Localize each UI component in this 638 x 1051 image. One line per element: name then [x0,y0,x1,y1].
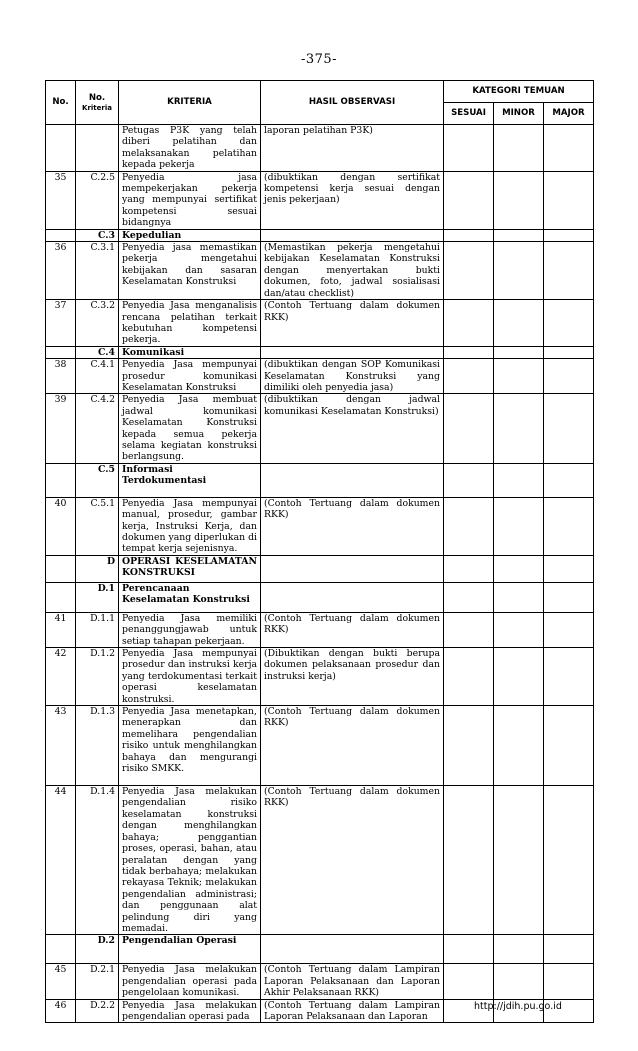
criteria-code: D.2 [76,935,119,964]
criteria-code: D [76,555,119,582]
row-number [46,463,76,497]
header-kategori-temuan: KATEGORI TEMUAN [444,81,594,103]
major-cell [544,463,594,497]
row-number: 37 [46,300,76,347]
minor-cell [494,300,544,347]
observation-text: (Contoh Tertuang dalam dokumen RKK) [261,497,444,555]
header-no-kriteria-line1: No. [88,92,106,103]
table-row [46,706,594,786]
major-cell [544,497,594,555]
minor-cell [494,706,544,786]
minor-cell [494,648,544,706]
header-sesuai: SESUAI [444,103,494,125]
criteria-text: Penyedia Jasa menganalisis rencana pelatihan terkait kebutuhan kompetensi pekerja. [119,300,261,347]
sesuai-cell [444,786,494,935]
sesuai-cell [444,582,494,612]
minor-cell [494,229,544,241]
major-cell [544,964,594,999]
minor-cell [494,612,544,647]
observation-text: (Dibuktikan dengan bukti berupa dokumen pelaksanaan prosedur dan instruksi kerja) [261,648,444,706]
criteria-text: Penyedia Jasa mempunyai prosedur dan instruksi kerja yang terdokumentasi terkait operasi keselamatan konstruksi. [119,648,261,706]
header-kriteria: KRITERIA [119,81,261,125]
row-number: 36 [46,242,76,300]
minor-cell [494,582,544,612]
sesuai-cell [444,706,494,786]
row-number: 41 [46,612,76,647]
criteria-code: D.1.4 [76,786,119,935]
minor-cell [494,242,544,300]
row-number [46,935,76,964]
row-number: 35 [46,171,76,229]
criteria-code: C.4.2 [76,394,119,463]
criteria-code: C.3 [76,229,119,241]
minor-cell [494,359,544,394]
sesuai-cell [444,171,494,229]
criteria-text: Komunikasi [119,346,261,358]
sesuai-cell [444,497,494,555]
table-body [46,125,594,1023]
criteria-text: OPERASI KESELAMATAN KONSTRUKSI [119,555,261,582]
minor-cell [494,463,544,497]
row-number [46,346,76,358]
observation-text: (Contoh Tertuang dalam dokumen RKK) [261,786,444,935]
section-row [46,555,594,582]
sesuai-cell [444,242,494,300]
table-row [46,242,594,300]
observation-text: (Contoh Tertuang dalam Lampiran Laporan Pelaksanaan dan Laporan Akhir Pelaksanaan RKK) [261,964,444,999]
table-row [46,125,594,172]
criteria-code: C.5 [76,463,119,497]
sesuai-cell [444,300,494,347]
observation-text [261,346,444,358]
criteria-text: Penyedia Jasa mempunyai manual, prosedur, gambar kerja, Instruksi Kerja, dan dokumen yang diperlukan di tempat kerja sejenisnya. [119,497,261,555]
criteria-code: C.4.1 [76,359,119,394]
sesuai-cell [444,555,494,582]
major-cell [544,125,594,172]
criteria-text: Penyedia Jasa melakukan pengendalian risiko keselamatan konstruksi dengan menghilangkan bahaya; penggantian proses, operasi, bahan, atau peralatan dengan yang tidak berbahaya; melakukan rekayasa Teknik; melakukan pengendalian administrasi; dan penggunaan alat pelindung diri yang memadai. [119,786,261,935]
footer-url: http://jdih.pu.go.id [474,1001,562,1012]
criteria-code: C.2.5 [76,171,119,229]
observation-text: (Contoh Tertuang dalam dokumen RKK) [261,706,444,786]
criteria-text: Penyedia jasa mempekerjakan pekerja yang mempunyai sertifikat kompetensi sesuai bidangnya [119,171,261,229]
major-cell [544,300,594,347]
table-row [46,394,594,463]
sesuai-cell [444,394,494,463]
table-row [46,964,594,999]
header-no: No. [46,81,76,125]
sesuai-cell [444,964,494,999]
criteria-code [76,125,119,172]
observation-text [261,935,444,964]
section-row [46,582,594,612]
observation-text: (dibuktikan dengan sertifikat kompetensi kerja sesuai dengan jenis pekerjaan) [261,171,444,229]
header-no-kriteria-line2: Kriteria [82,104,112,113]
sesuai-cell [444,346,494,358]
row-number: 39 [46,394,76,463]
table-row [46,497,594,555]
observation-text: (Contoh Tertuang dalam dokumen RKK) [261,300,444,347]
header-no-kriteria [76,81,119,125]
row-number [46,582,76,612]
observation-text: (dibuktikan dengan SOP Komunikasi Keselamatan Konstruksi yang dimiliki oleh penyedia jasa) [261,359,444,394]
row-number [46,229,76,241]
criteria-code: D.2.1 [76,964,119,999]
observation-text [261,229,444,241]
criteria-text: Penyedia Jasa mempunyai prosedur komunikasi Keselamatan Konstruksi [119,359,261,394]
section-row [46,346,594,358]
page-number: -375- [300,52,338,67]
table-row [46,171,594,229]
major-cell [544,359,594,394]
minor-cell [494,125,544,172]
criteria-text: Penyedia jasa memastikan pekerja mengetahui kebijakan dan sasaran Keselamatan Konstruksi [119,242,261,300]
row-number [46,125,76,172]
row-number [46,555,76,582]
table-row [46,300,594,347]
minor-cell [494,346,544,358]
row-number: 38 [46,359,76,394]
row-number: 45 [46,964,76,999]
criteria-text: Penyedia Jasa melakukan pengendalian operasi pada pengelolaan komunikasi. [119,964,261,999]
criteria-text: Informasi Terdokumentasi [119,463,261,497]
criteria-code: D.1.3 [76,706,119,786]
sesuai-cell [444,648,494,706]
observation-text [261,555,444,582]
header-hasil-observasi: HASIL OBSERVASI [261,81,444,125]
major-cell [544,582,594,612]
sesuai-cell [444,229,494,241]
criteria-text: Penyedia Jasa memiliki penanggungjawab untuk setiap tahapan pekerjaan. [119,612,261,647]
minor-cell [494,171,544,229]
criteria-text: Perencanaan Keselamatan Konstruksi [119,582,261,612]
observation-text: (dibuktikan dengan jadwal komunikasi Keselamatan Konstruksi) [261,394,444,463]
criteria-code: D.1 [76,582,119,612]
minor-cell [494,555,544,582]
criteria-text: Kepedulian [119,229,261,241]
criteria-code: C.3.2 [76,300,119,347]
criteria-code: C.3.1 [76,242,119,300]
minor-cell [494,394,544,463]
sesuai-cell [444,612,494,647]
row-number: 46 [46,999,76,1023]
criteria-text: Penyedia Jasa membuat jadwal komunikasi Keselamatan Konstruksi kepada semua pekerja selama kegiatan konstruksi berlangsung. [119,394,261,463]
observation-text: (Memastikan pekerja mengetahui kebijakan Keselamatan Konstruksi dengan menyertakan bukti dokumen, foto, jadwal sosialisasi dan/atau checklist) [261,242,444,300]
sesuai-cell [444,359,494,394]
observation-text: (Contoh Tertuang dalam Lampiran Laporan Pelaksanaan dan Laporan [261,999,444,1023]
table-row [46,786,594,935]
row-number: 40 [46,497,76,555]
minor-cell [494,497,544,555]
major-cell [544,555,594,582]
major-cell [544,612,594,647]
criteria-code: D.1.2 [76,648,119,706]
minor-cell [494,786,544,935]
table-row [46,612,594,647]
major-cell [544,171,594,229]
sesuai-cell [444,463,494,497]
criteria-text: Petugas P3K yang telah diberi pelatihan dan melaksanakan pelatihan kepada pekerja [119,125,261,172]
row-number: 42 [46,648,76,706]
major-cell [544,229,594,241]
minor-cell [494,964,544,999]
major-cell [544,394,594,463]
observation-text: laporan pelatihan P3K) [261,125,444,172]
criteria-code: D.1.1 [76,612,119,647]
table-row [46,359,594,394]
sesuai-cell [444,125,494,172]
header-minor: MINOR [494,103,544,125]
criteria-code: C.4 [76,346,119,358]
criteria-text: Pengendalian Operasi [119,935,261,964]
minor-cell [494,935,544,964]
major-cell [544,935,594,964]
criteria-code: C.5.1 [76,497,119,555]
table-row [46,648,594,706]
criteria-code: D.2.2 [76,999,119,1023]
criteria-text: Penyedia Jasa melakukan pengendalian operasi pada [119,999,261,1023]
major-cell [544,706,594,786]
major-cell [544,242,594,300]
criteria-table [45,80,594,1023]
observation-text [261,582,444,612]
header-major: MAJOR [544,103,594,125]
section-row [46,463,594,497]
major-cell [544,648,594,706]
section-row [46,935,594,964]
observation-text [261,463,444,497]
observation-text: (Contoh Tertuang dalam dokumen RKK) [261,612,444,647]
sesuai-cell [444,935,494,964]
major-cell [544,786,594,935]
row-number: 43 [46,706,76,786]
major-cell [544,346,594,358]
section-row [46,229,594,241]
criteria-text: Penyedia Jasa menetapkan, menerapkan dan memelihara pengendalian risiko untuk menghilangkan bahaya dan mengurangi risiko SMKK. [119,706,261,786]
row-number: 44 [46,786,76,935]
